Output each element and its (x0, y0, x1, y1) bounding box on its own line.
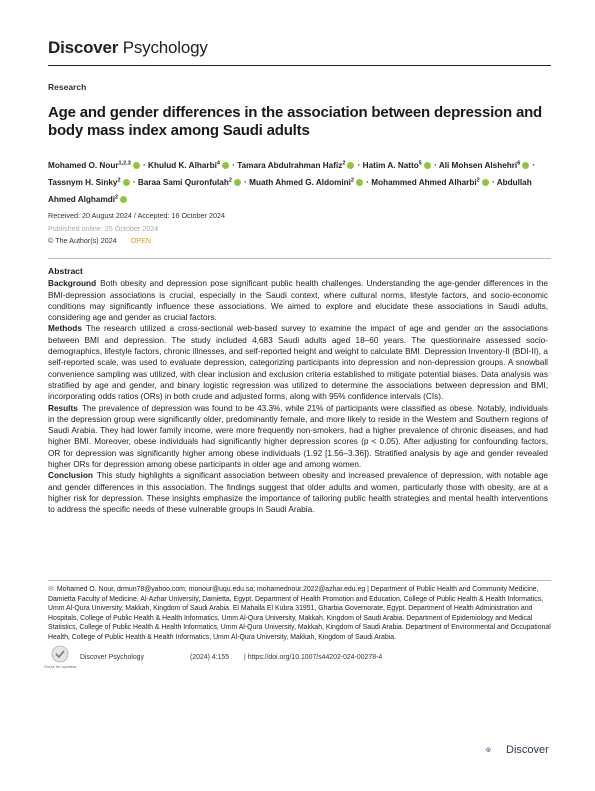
footer-doi[interactable]: | https://doi.org/10.1007/s44202-024-00278-4 (244, 654, 383, 661)
open-access-badge: OPEN (130, 236, 152, 246)
author-name: Mohamed O. Nour$^{1,2,3}$ (48, 161, 141, 170)
orcid-icon[interactable] (123, 179, 130, 186)
abstract-top-rule (48, 258, 551, 259)
footer-citation: (2024) 4:155 (190, 654, 230, 661)
orcid-icon[interactable] (522, 162, 529, 169)
footer-journal: Discover Psychology (80, 654, 144, 661)
abstract-results: Results The prevalence of depression was found to be 43.3%, while 21% of participants were classified as obese. Notably, individuals in the depression group were significantly older, predominantly female, and more likely to reside in the Western and Southern regions of Saudi Arabia. They had lower family income, were more frequently non-smokers, had a higher prevalence of chronic diseases, and had higher BMI. Moreover, obese individuals had significantly higher depression scores (p < 0.05). After adjusting for confounding factors, OR for depression was significantly higher among obese individuals (1.92 [1.56–3.36]). Stratified analysis by age and gender revealed higher ORs for depression among obese participants in older age and among women. (48, 403, 548, 470)
dates-block (48, 210, 225, 248)
published-date: Published online: 25 October 2024 (48, 223, 159, 233)
orcid-icon[interactable] (120, 196, 127, 203)
author-name: Mohammed Ahmed Alharbi$^2$ (371, 178, 489, 187)
affiliation-text: Department of Public Health and Community Medicine, Damietta Faculty of Medicine, Al-Azhar University, Damietta, Egypt. Department of Health Promotion and Education, College of Public Health & Health Informatics, Umm Al-Qura University, Makkah, Kingdom of Saudi Arabia. El Mahalla El Kubra 31951, Gharbia Governorate, Egypt. Department of Health Administration and Hospitals, College of Public Health & Health Informatics, Umm Al-Qura University, Makkah, Kingdom of Saudi Arabia. Department of Epidemiology and Medical Statistics, College of Public Health & Health Informatics, Umm Al-Qura University, Makkah, Kingdom of Saudi Arabia. Department of Environmental and Occupational Health, College of Public Health & Health Informatics, Umm Al-Qura University, Makkah, Kingdom of Saudi Arabia. (48, 586, 551, 641)
copyright: © The Author(s) 2024 (48, 236, 117, 246)
orcid-icon[interactable] (222, 162, 229, 169)
author-name: Hatim A. Natto$^5$ (363, 161, 432, 170)
received-accepted: Received: 20 August 2024 / Accepted: 16 October 2024 (48, 211, 226, 220)
orcid-icon[interactable] (424, 162, 431, 169)
author-name: Ali Mohsen Alshehri$^6$ (439, 161, 530, 170)
envelope-icon: ✉ (48, 586, 54, 593)
author-name: Tassnym H. Sinky$^2$ (48, 178, 131, 187)
affiliations (48, 585, 553, 643)
affiliation-rule (48, 580, 551, 581)
orcid-icon[interactable] (347, 162, 354, 169)
author-name: Muath Ahmed G. Aldomini$^2$ (249, 178, 364, 187)
article-type: Research (48, 82, 87, 92)
author-name: Tamara Abdulrahman Hafiz$^2$ (237, 161, 355, 170)
author-name: Baraa Sami Quronfulah$^2$ (138, 178, 242, 187)
author-name: Khulud K. Alharbi$^4$ (148, 161, 230, 170)
discover-logo-icon (486, 741, 504, 759)
orcid-icon[interactable] (234, 179, 241, 186)
abstract-conclusion: Conclusion This study highlights a significant association between obesity and increased prevalence of depression, with notable age and gender differences in this association. The findings suggest that older adults and women, particularly those with obesity, are at a higher risk for depression. These insights emphasize the importance of tailoring public health strategies and mental health interventions to address the specific needs of these vulnerable groups in Saudi Arabia. (48, 471, 548, 515)
check-for-updates-icon[interactable] (43, 645, 77, 673)
journal-name: Discover Psychology (48, 38, 208, 57)
orcid-icon[interactable] (133, 162, 140, 169)
abstract-background: Background Both obesity and depression pose significant public health challenges. Understanding the age-gender differences in the BMI-depression associations is crucial, especially in the Saudi context, where cultural norms, lifestyle factors, and socio-economic conditions may significantly influence these associations. We aimed to explore and elucidate these associations in Saudi adults, considering age and gender as crucial factors. (48, 279, 548, 323)
contact-emails[interactable]: Mohamed O. Nour, drmun78@yahoo.com; monour@uqu.edu.sa; mohamednour.2022@azhar.edu.eg | (56, 586, 371, 593)
orcid-icon[interactable] (356, 179, 363, 186)
discover-brand: Discover (506, 744, 549, 756)
abstract-heading: Abstract (48, 266, 83, 276)
author-list: Mohamed O. Nour$^{1,2,3}$ · Khulud K. Alharbi$^4$ · Tamara Abdulrahman Hafiz$^2$ · Hatim A. Natto$^5$ · Ali Mohsen Alshehri$^6$ · Tassnym H. Sinky$^2$ · Baraa Sami Quronfulah$^2$ · Muath Ahmed G. Aldomini$^2$ · Mohammed Ahmed Alharbi$^2$ · Abdullah Ahmed Alghamdi$^2$ (48, 160, 536, 205)
abstract-methods: Methods The research utilized a cross-sectional web-based survey to examine the impact of age and gender on the associations between BMI and depression. The study included 4,683 Saudi adults aged 18–60 years. The questionnaire assessed socio-demographics, lifestyle factors, chronic illnesses, and self-reported height and weight to calculate BMI. Depression Inventory-II (BDI-II), a self-reported scale, was used to evaluate depression, categorizing participants into depression and non-depression groups. A snowball convenience sampling was utilized, with clear inclusion and exclusion criteria established to mitigate potential biases. Data analysis was stratified by age and gender, and binary logistic regression was utilized to determine the associations between depression and BMI, incorporating odds ratios (ORs) in both crude and adjusted forms, along with 95% confidence intervals (CIs). (48, 324, 548, 402)
header-rule (48, 65, 551, 66)
author-name: Abdullah Ahmed Alghamdi$^2$ (48, 177, 532, 205)
crossmark-label: Check for updates (43, 665, 77, 669)
article-title: Age and gender differences in the association between depression and body mass index among Saudi adults (48, 104, 543, 139)
orcid-icon[interactable] (482, 179, 489, 186)
abstract (48, 266, 548, 516)
